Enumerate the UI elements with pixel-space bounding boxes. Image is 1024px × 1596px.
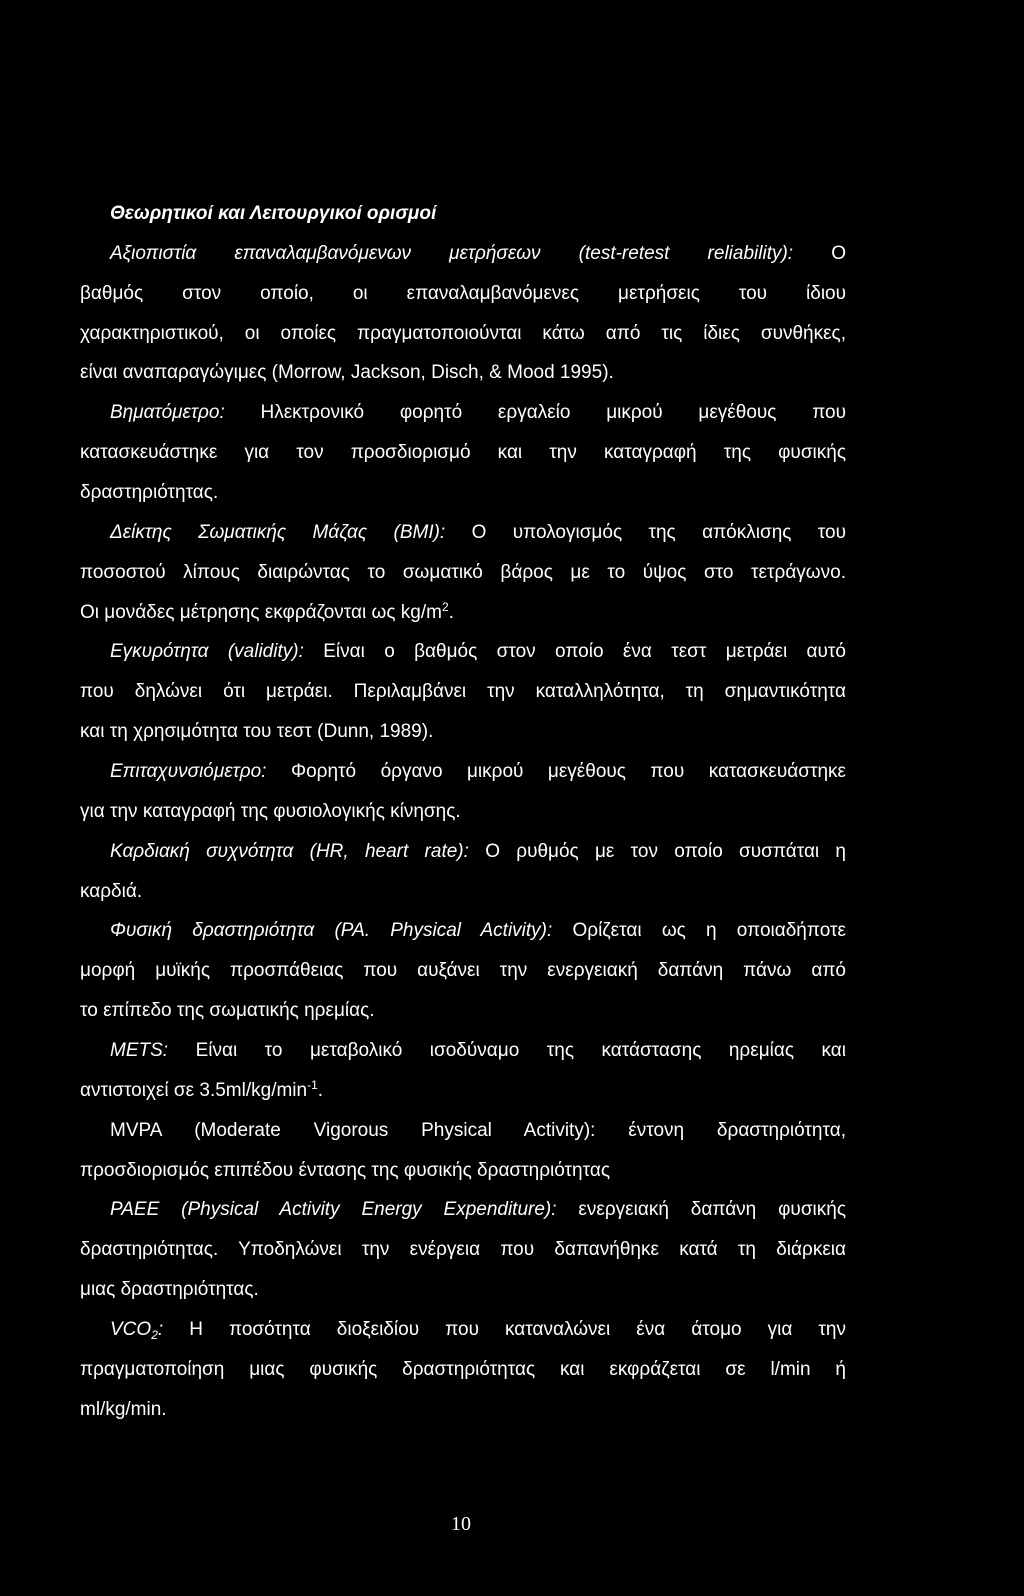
definition-term: Εγκυρότητα (validity): — [110, 641, 304, 663]
definition-reliability — [80, 234, 846, 393]
text-line — [80, 752, 846, 792]
text-line: μιας δραστηριότητας. — [80, 1279, 259, 1301]
term-text: VCO — [110, 1319, 152, 1341]
definition-mvpa — [80, 1111, 846, 1191]
text-line — [80, 1111, 846, 1151]
text-line: το επίπεδο της σωματικής ηρεμίας. — [80, 1000, 375, 1022]
definition-term — [110, 1319, 164, 1343]
definition-text: . — [448, 601, 454, 623]
definition-heart-rate — [80, 832, 846, 912]
text-line: είναι αναπαραγώγιμες (Morrow, Jackson, Disch, & Mood 1995). — [80, 362, 614, 384]
definition-text: Οι μονάδες μέτρησης εκφράζονται ως kg/m — [80, 601, 442, 623]
text-line: βαθμός στον οποίο, οι επαναλαμβανόμενες μετρήσεις του ίδιου — [80, 282, 846, 304]
definition-vco2 — [80, 1310, 846, 1430]
text-line: δραστηριότητας. Υποδηλώνει την ενέργεια που δαπανήθηκε κατά τη διάρκεια — [80, 1239, 846, 1261]
text-line — [80, 1031, 846, 1071]
text-line: για την καταγραφή της φυσιολογικής κίνησης. — [80, 800, 461, 822]
text-line — [80, 832, 846, 872]
text-line: χαρακτηριστικού, οι οποίες πραγματοποιούνται κάτω από τις ίδιες συνθήκες, — [80, 322, 846, 344]
definition-text: Ο υπολογισμός της απόκλισης του — [471, 521, 846, 543]
term-subscript: 2 — [151, 1328, 158, 1343]
definition-term: PAEE (Physical Activity Energy Expenditure): — [110, 1199, 557, 1221]
definition-term: METS: — [110, 1040, 169, 1062]
definition-text: Ο ρυθμός με τον οποίο συσπάται η — [485, 840, 846, 862]
definition-pedometer — [80, 393, 846, 513]
text-line: πραγματοποίηση μιας φυσικής δραστηριότητας και εκφράζεται σε l/min ή — [80, 1358, 846, 1380]
definition-term: Επιταχυνσιόμετρο: — [110, 761, 267, 783]
text-line — [80, 234, 846, 274]
definition-text: Ο — [831, 242, 846, 264]
text-line — [80, 593, 846, 633]
term-text: : — [157, 1319, 164, 1341]
definition-validity — [80, 632, 846, 752]
text-line — [80, 393, 846, 433]
text-line — [80, 1310, 846, 1350]
text-line: καρδιά. — [80, 880, 143, 902]
definition-term: Καρδιακή συχνότητα (HR, heart rate): — [110, 840, 469, 862]
text-line: ml/kg/min. — [80, 1398, 167, 1420]
unit-exponent: -1 — [307, 1077, 318, 1092]
text-line — [80, 1071, 846, 1111]
text-line: μορφή μυϊκής προσπάθειας που αυξάνει την ενεργειακή δαπάνη πάνω από — [80, 960, 846, 982]
definition-term: Βηματόμετρο: — [110, 402, 225, 424]
definition-text: Η ποσότητα διοξειδίου που καταναλώνει ένα άτομο για την — [189, 1319, 846, 1341]
definition-text: Ορίζεται ως η οποιαδήποτε — [572, 920, 846, 942]
text-line: και τη χρησιμότητα του τεστ (Dunn, 1989). — [80, 721, 434, 743]
text-line: δραστηριότητας. — [80, 482, 219, 504]
definition-term: MVPA (Moderate Vigorous Physical Activity): — [110, 1119, 596, 1141]
text-line: που δηλώνει ότι μετράει. Περιλαμβάνει την καταλληλότητα, τη σημαντικότητα — [80, 681, 846, 703]
text-line: κατασκευάστηκε για τον προσδιορισμό και την καταγραφή της φυσικής — [80, 442, 846, 464]
unit-exponent: 2 — [441, 599, 449, 614]
definition-term: Αξιοπιστία επαναλαμβανόμενων μετρήσεων (test-retest reliability): — [110, 242, 794, 264]
definition-accelerometer — [80, 752, 846, 832]
definition-bmi — [80, 513, 846, 633]
page-number: 10 — [451, 1513, 471, 1535]
section-heading: Θεωρητικοί και Λειτουργικοί ορισμοί — [110, 203, 437, 224]
definition-term: Φυσική δραστηριότητα (PA. Physical Activity): — [110, 920, 553, 942]
definitions-section — [80, 194, 846, 1430]
definition-text: αντιστοιχεί σε 3.5ml/kg/min — [80, 1079, 308, 1101]
text-line — [80, 513, 846, 553]
definition-term: Δείκτης Σωματικής Μάζας (BMI): — [110, 521, 446, 543]
definition-paee — [80, 1190, 846, 1310]
definition-text: ενεργειακή δαπάνη φυσικής — [578, 1199, 846, 1221]
definition-text: έντονη δραστηριότητα, — [628, 1119, 846, 1141]
definition-mets — [80, 1031, 846, 1111]
definition-text: Είναι ο βαθμός στον οποίο ένα τεστ μετράει αυτό — [323, 641, 846, 663]
text-line: ποσοστού λίπους διαιρώντας το σωματικό βάρος με το ύψος στο τετράγωνο. — [80, 561, 846, 583]
text-line: προσδιορισμός επιπέδου έντασης της φυσικής δραστηριότητας — [80, 1159, 611, 1181]
definition-text: Είναι το μεταβολικό ισοδύναμο της κατάστασης ηρεμίας και — [195, 1040, 846, 1062]
text-line — [80, 1190, 846, 1230]
definition-physical-activity — [80, 911, 846, 1031]
definition-text: . — [317, 1079, 324, 1101]
text-line — [80, 632, 846, 672]
text-line — [80, 911, 846, 951]
definition-text: Φορητό όργανο μικρού μεγέθους που κατασκευάστηκε — [290, 761, 846, 783]
definition-text: Ηλεκτρονικό φορητό εργαλείο μικρού μεγέθους που — [260, 402, 846, 424]
